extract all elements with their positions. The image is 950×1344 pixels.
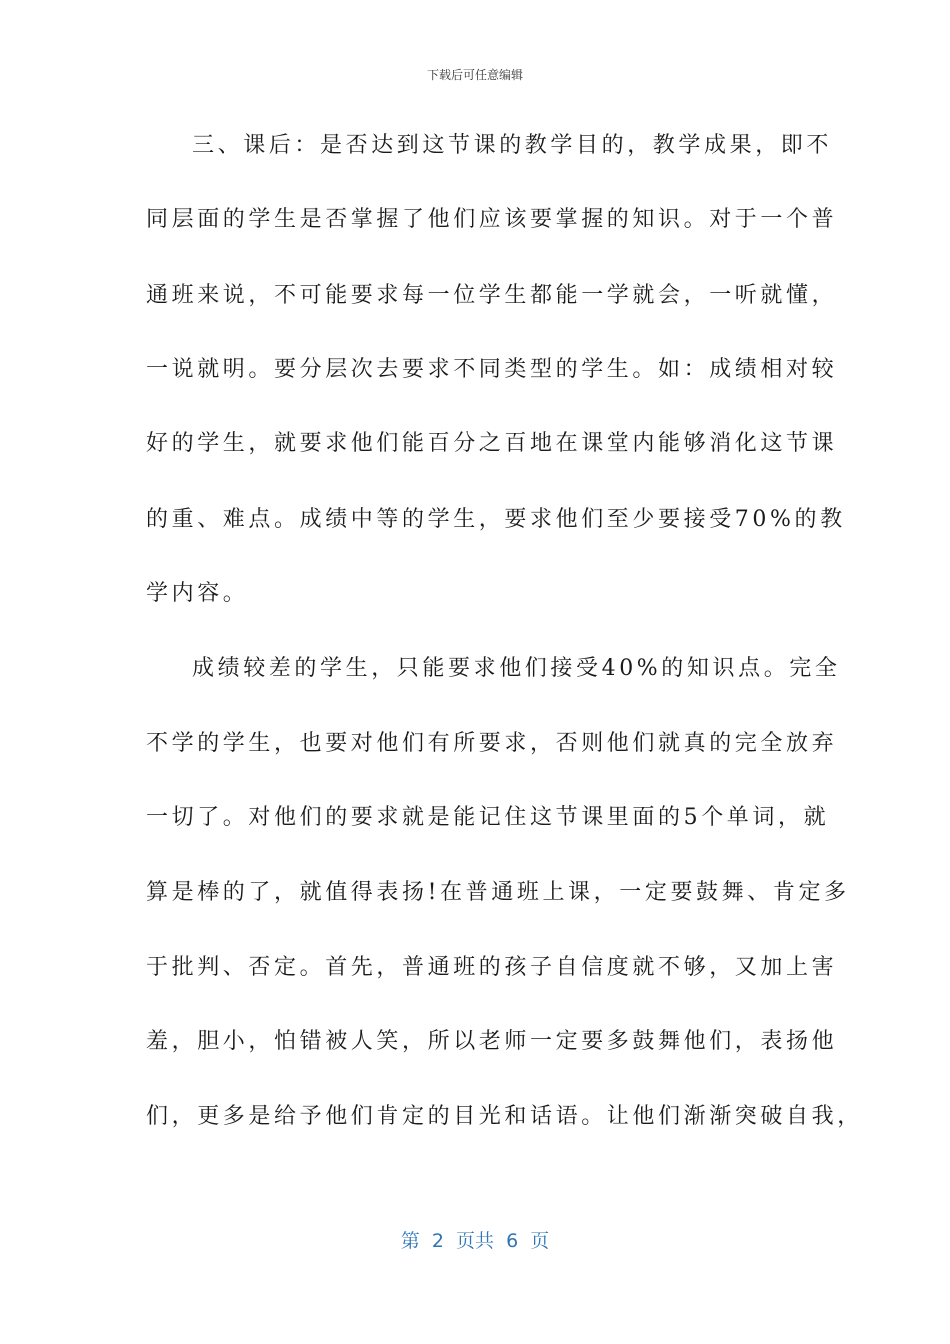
text-line: 羞，胆小，怕错被人笑，所以老师一定要多鼓舞他们，表扬他 [146,1029,838,1054]
text-line: 一切了。对他们的要求就是能记住这节课里面的5个单词，就 [146,805,830,830]
text-line: 不学的学生，也要对他们有所要求，否则他们就真的完全放弃 [146,731,838,756]
text-line: 们，更多是给予他们肯定的目光和话语。让他们渐渐突破自我， [146,1104,863,1129]
text-line: 三、课后：是否达到这节课的教学目的，教学成果，即不 [192,133,833,158]
text-line: 好的学生，就要求他们能百分之百地在课堂内能够消化这节课 [146,431,838,456]
text-line: 算是棒的了，就值得表扬!在普通班上课，一定要鼓舞、肯定多 [146,880,850,905]
text-line: 通班来说，不可能要求每一位学生都能一学就会，一听就懂， [146,283,838,308]
text-line: 学内容。 [146,581,249,606]
text-line: 于批判、否定。首先，普通班的孩子自信度就不够，又加上害 [146,955,838,980]
page-header: 下载后可任意编辑 [426,68,523,82]
text-line: 的重、难点。成绩中等的学生，要求他们至少要接受70%的教 [146,507,846,532]
text-line: 一说就明。要分层次去要求不同类型的学生。如：成绩相对较 [146,357,838,382]
text-line: 成绩较差的学生，只能要求他们接受40%的知识点。完全 [192,656,841,681]
text-line: 同层面的学生是否掌握了他们应该要掌握的知识。对于一个普 [146,207,838,232]
page-number-footer: 第 2 页共 6 页 [400,1230,550,1252]
